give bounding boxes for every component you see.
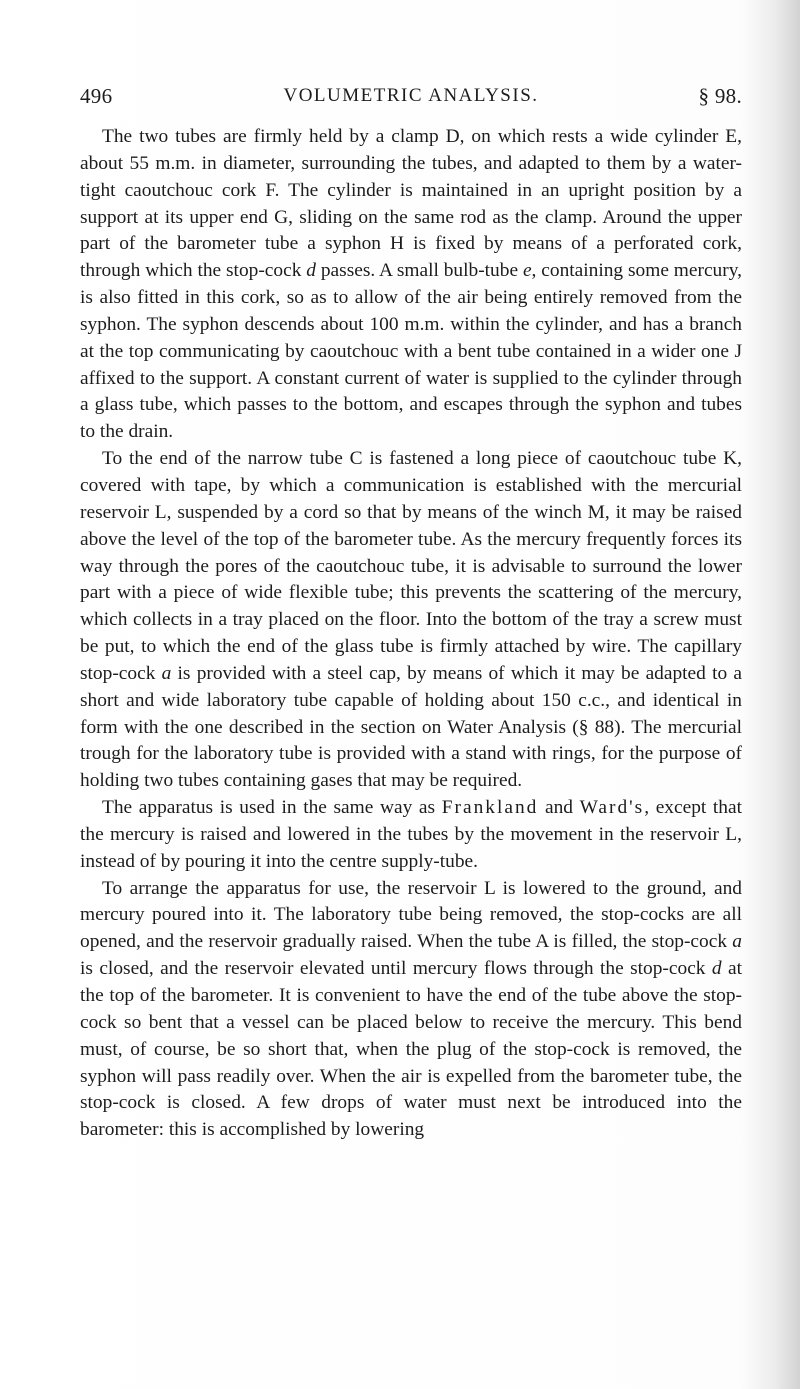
text-run: , containing some mercury, is also fitted in this cork, so as to allow of the air being entirely removed from the syphon. The syphon descends about 100 m.m. within the cylinder, and has a branch at the top communicating by caoutchouc with a bent tube contained in a wider one J affixed to the support. A constant current of water is supplied to the cylinder through a glass tube, which passes to the bottom, and escapes through the syphon and tubes to the drain.	[80, 260, 742, 443]
italic-letter: d	[711, 958, 722, 980]
paragraph-1	[80, 124, 742, 446]
text-run: is provided with a steel cap, by means of which it may be adapted to a short and wide laboratory tube capable of holding about 150 c.c., and identical in form with the one described in the section on Water Analysis (§ 88). The mercurial trough for the laboratory tube is provided with a stand with rings, for the purpose of holding two tubes containing gases that may be required.	[80, 662, 742, 792]
running-title: VOLUMETRIC ANALYSIS.	[283, 85, 539, 106]
body-text	[80, 124, 742, 1144]
paragraph-3	[80, 795, 742, 876]
italic-letter: d	[306, 260, 316, 282]
paragraph-2	[80, 446, 742, 795]
author-name: Ward's	[579, 797, 645, 819]
italic-letter: e	[522, 260, 532, 282]
italic-letter: a	[161, 662, 172, 684]
text-run: To the end of the narrow tube C is fastened a long piece of caoutchouc tube K, covered with tape, by which a communication is established with the mercurial reservoir L, suspended by a cord so that by means of the winch M, it may be raised above the level of the top of the barometer tube. As the mercury frequently forces its way through the pores of the caoutchouc tube, it is advisable to surround the lower part with a piece of wide flexible tube; this prevents the scattering of the mercury, which collects in a tray placed on the floor. Into the bottom of the tray a screw must be put, to which the end of the glass tube is firmly attached by wire. The capillary stop-cock	[80, 448, 742, 684]
text-run: The two tubes are firmly held by a clamp D, on which rests a wide cylinder E, about 55 m.m. in diameter, surrounding the tubes, and adapted to them by a water-tight caoutchouc cork F. The cylinder is maintained in an upright position by a support at its upper end G, sliding on the same rod as the clamp. Around the upper part of the barometer tube a syphon H is fixed by means of a perforated cork, through which the stop-cock	[80, 126, 742, 282]
author-name: Frankland	[441, 797, 539, 819]
running-head	[80, 84, 742, 114]
italic-letter: a	[732, 931, 742, 953]
text-run: passes. A small bulb-tube	[315, 260, 523, 282]
paragraph-4	[80, 876, 742, 1144]
text-run: , except that the mercury is raised and lowered in the tubes by the movement in the reservoir L, instead of by pouring it into the centre supply-tube.	[80, 797, 742, 872]
text-run: at the top of the barometer. It is convenient to have the end of the tube above the stop-cock so bent that a vessel can be placed below to receive the mercury. This bend must, of course, be so short that, when the plug of the stop-cock is removed, the syphon will pass readily over. When the air is expelled from the barometer tube, the stop-cock is closed. A few drops of water must next be introduced into the barometer: this is accomplished by lowering	[80, 958, 742, 1141]
page-number: 496	[80, 84, 113, 108]
text-run: The apparatus is used in the same way as	[102, 797, 442, 819]
section-reference: § 98.	[698, 84, 742, 108]
text-run: is closed, and the reservoir elevated until mercury flows through the stop-cock	[80, 958, 712, 980]
text-run: To arrange the apparatus for use, the reservoir L is lowered to the ground, and mercury poured into it. The laboratory tube being removed, the stop-cocks are all opened, and the reservoir gradually raised. When the tube A is filled, the stop-cock	[80, 877, 742, 953]
text-run: and	[538, 797, 580, 819]
